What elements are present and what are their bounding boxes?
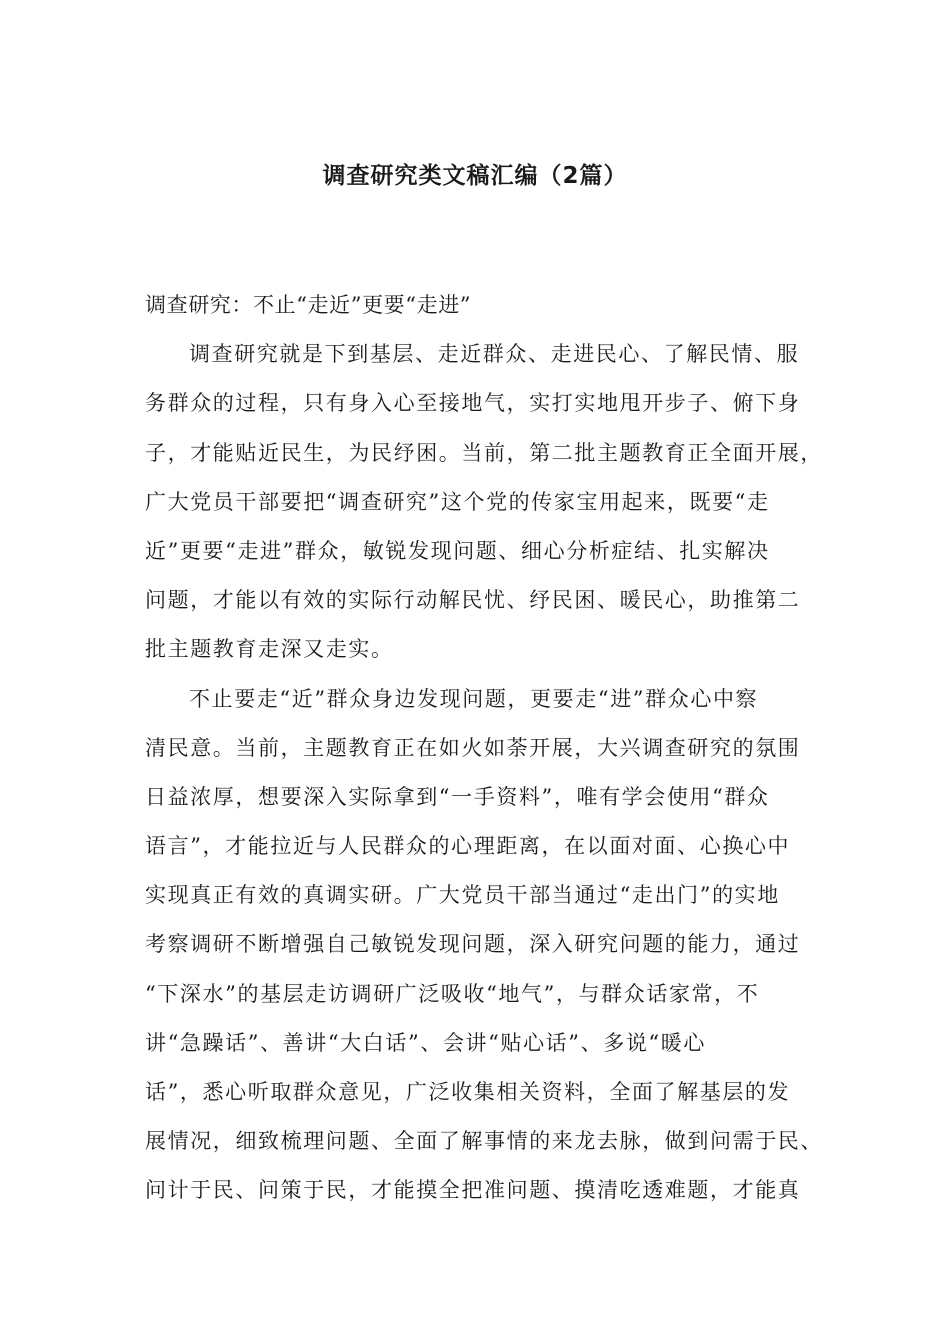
paragraph-line: 话”，悉心听取群众意见，广泛收集相关资料，全面了解基层的发 (145, 1080, 791, 1104)
paragraph-line: 语言”，才能拉近与人民群众的心理距离，在以面对面、心换心中 (145, 834, 791, 859)
paragraph-2 (145, 675, 825, 1216)
paragraph-line: 近”更要“走进”群众，敏锐发现问题、细心分析症结、扎实解决 (145, 538, 770, 563)
paragraph-line: 讲“急躁话”、善讲“大白话”、会讲“贴心话”、多说“暖心 (145, 1030, 706, 1055)
paragraph-line: 问计于民、问策于民，才能摸全把准问题、摸清吃透难题，才能真 (145, 1178, 801, 1203)
paragraph-line: 务群众的过程，只有身入心至接地气，实打实地甩开步子、俯下身 (145, 391, 801, 416)
paragraph-line: 不止要走“近”群众身边发现问题，更要走“进”群众心中察 (189, 686, 759, 711)
document-title: 调查研究类文稿汇编（2篇） (322, 163, 628, 189)
paragraph-line: 展情况，细致梳理问题、全面了解事情的来龙去脉，做到问需于民、 (145, 1129, 823, 1154)
paragraph-line: 广大党员干部要把“调查研究”这个党的传家宝用起来，既要“走 (145, 489, 770, 514)
paragraph-line: “下深水”的基层走访调研广泛吸收“地气”，与群众话家常，不 (145, 981, 760, 1006)
paragraph-line: 考察调研不断增强自己敏锐发现问题，深入研究问题的能力，通过 (145, 932, 801, 957)
paragraph-line: 子，才能贴近民生，为民纾困。当前，第二批主题教育正全面开展， (145, 440, 823, 465)
paragraph-line: 日益浓厚，想要深入实际拿到“一手资料”，唯有学会使用“群众 (145, 784, 770, 809)
paragraph-line: 问题，才能以有效的实际行动解民忧、纾民困、暖民心，助推第二 (145, 588, 801, 613)
section-heading: 调查研究：不止“走近”更要“走进” (145, 293, 472, 317)
paragraph-1 (145, 330, 825, 674)
paragraph-line: 调查研究就是下到基层、走近群众、走进民心、了解民情、服 (189, 342, 800, 367)
paragraph-line: 批主题教育走深又走实。 (145, 637, 394, 662)
paragraph-line: 实现真正有效的真调实研。广大党员干部当通过“走出门”的实地 (145, 883, 780, 908)
paragraph-line: 清民意。当前，主题教育正在如火如荼开展，大兴调查研究的氛围 (145, 735, 801, 760)
document-body (145, 281, 825, 1216)
